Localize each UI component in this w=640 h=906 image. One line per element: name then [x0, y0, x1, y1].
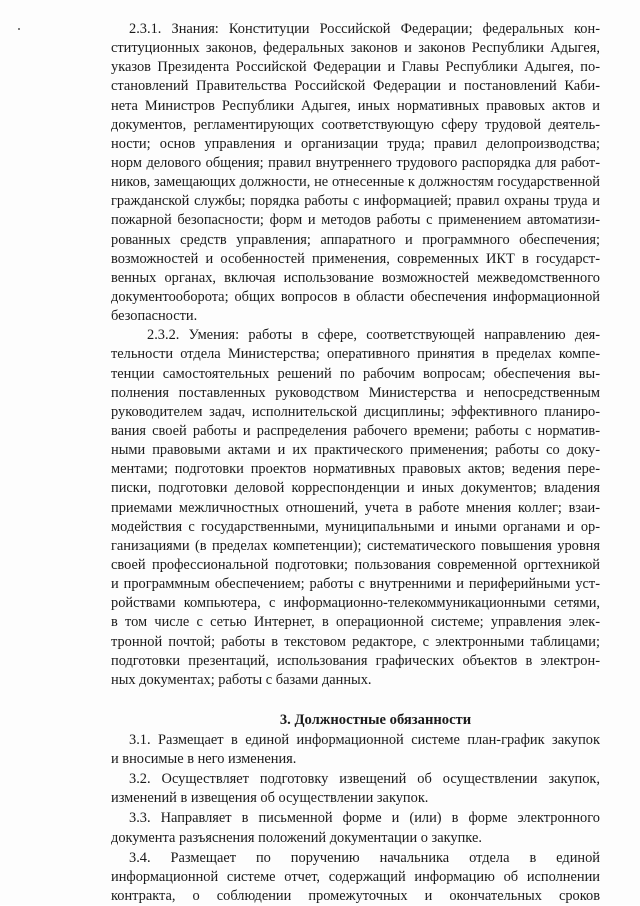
- item-3-4: [111, 849, 600, 906]
- text-line: и программным обеспечением; работы с внутренними и периферийными уст-: [111, 576, 600, 593]
- item-3-2: [111, 770, 600, 808]
- text-line: документов, регламентирующих соответствующую сферу трудовой деятель-: [111, 116, 600, 133]
- text-line: безопасности.: [111, 308, 198, 325]
- text-line: изменений в извещения об осуществлении закупок.: [111, 790, 429, 807]
- text-line: нета Министров Республики Адыгея, иных нормативных правовых актов и: [111, 97, 600, 114]
- text-line: приемами межличностных отношений, учета в работе мнения коллег; взаи-: [111, 499, 600, 516]
- text-line: тенции самостоятельных решений по рабочим вопросам; обеспечения вы-: [111, 365, 600, 382]
- text-line: полнения поставленных руководством Министерства и непосредственным: [111, 384, 600, 401]
- item-3-3: [111, 809, 600, 847]
- paragraph-2-3-2-skills: [111, 326, 600, 690]
- text-line: венных органах, включая использование возможностей межведомственного: [111, 269, 600, 286]
- text-line: указов Президента Российской Федерации и Главы Республики Адыгея, по-: [111, 59, 600, 76]
- text-line: ройствами компьютера, с информационно-телекоммуникационными сетями,: [111, 595, 600, 612]
- text-line: 3.2. Осуществляет подготовку извещений об осуществлении закупок,: [129, 771, 600, 788]
- text-line: ности; основ управления и организации труда; правил делопроизводства;: [111, 135, 600, 152]
- text-line: 3.4. Размещает по поручению начальника отдела в единой: [129, 849, 600, 866]
- section-3-heading: 3. Должностные обязанности: [279, 711, 472, 728]
- text-line: документа разъяснения положений документации о закупке.: [111, 829, 482, 846]
- text-line: и вносимые в него изменения.: [111, 751, 297, 768]
- text-line: ментами; подготовки проектов нормативных правовых актов; ведения пере-: [111, 461, 600, 478]
- text-line: модействия с государственными, муниципальными и иными органами и ор-: [111, 518, 600, 535]
- text-line: контракта, о соблюдении промежуточных и окончательных сроков: [111, 888, 600, 905]
- scan-speck: [18, 28, 20, 30]
- text-line: руководителем задач, исполнительской дисциплины; эффективного планиро-: [111, 403, 600, 420]
- text-line: ституционных законов, федеральных законов и законов Республики Адыгея,: [111, 40, 600, 57]
- paragraph-2-3-1-knowledge: [111, 20, 600, 326]
- text-line: 2.3.1. Знания: Конституции Российской Федерации; федеральных кон-: [129, 21, 600, 37]
- text-line: документооборота; общих вопросов в области обеспечения информационной: [111, 288, 600, 305]
- text-line: ганизациями (в пределах компетенции); систематического повышения уровня: [111, 537, 600, 554]
- text-line: 3.1. Размещает в единой информационной системе план-график закупок: [129, 731, 600, 748]
- text-line: возможностей и особенностей применения, современных ИКТ в государст-: [111, 250, 600, 267]
- text-line: своей профессиональной подготовки; пользования современной оргтехникой: [111, 556, 600, 573]
- item-3-1: [111, 731, 600, 769]
- text-line: ников, замещающих должности, не отнесенные к должностям государственной: [111, 174, 600, 191]
- text-line: пожарной безопасности; форм и методов работы с применением автоматизи-: [111, 212, 600, 229]
- text-line: становлений Правительства Российской Федерации и постановлений Каби-: [111, 78, 600, 95]
- text-line: 2.3.2. Умения: работы в сфере, соответствующей направлению дея-: [147, 327, 600, 344]
- text-line: подготовки презентаций, использования графических объектов в электрон-: [111, 652, 600, 669]
- text-line: норм делового общения; правил внутреннего трудового распорядка для работ-: [111, 154, 600, 171]
- text-line: рованных средств управления; аппаратного и программного обеспечения;: [111, 231, 600, 248]
- text-line: гражданской службы; порядка работы с информацией; правил охраны труда и: [111, 193, 600, 210]
- text-line: ных документах; работы с базами данных.: [111, 671, 372, 688]
- text-line: в том числе с сетью Интернет, в операционной системе; управления элек-: [111, 614, 600, 631]
- text-line: тельности отдела Министерства; оперативного принятия в пределах компе-: [111, 346, 600, 363]
- text-line: ными правовыми актами и их практического применения; работы со доку-: [111, 442, 600, 459]
- text-line: писки, подготовки деловой корреспонденции и иных документов; владения: [111, 480, 600, 497]
- document-body: [111, 20, 600, 906]
- section-spacer: [111, 690, 600, 709]
- text-line: тронной почтой; работы в текстовом редакторе, с электронными таблицами;: [111, 633, 600, 650]
- text-line: вания своей работы и распределения рабочего времени; работы с норматив-: [111, 422, 600, 439]
- text-line: информационной системе отчет, содержащий информацию об исполнении: [111, 868, 600, 885]
- text-line: 3.3. Направляет в письменной форме и (или) в форме электронного: [129, 810, 600, 827]
